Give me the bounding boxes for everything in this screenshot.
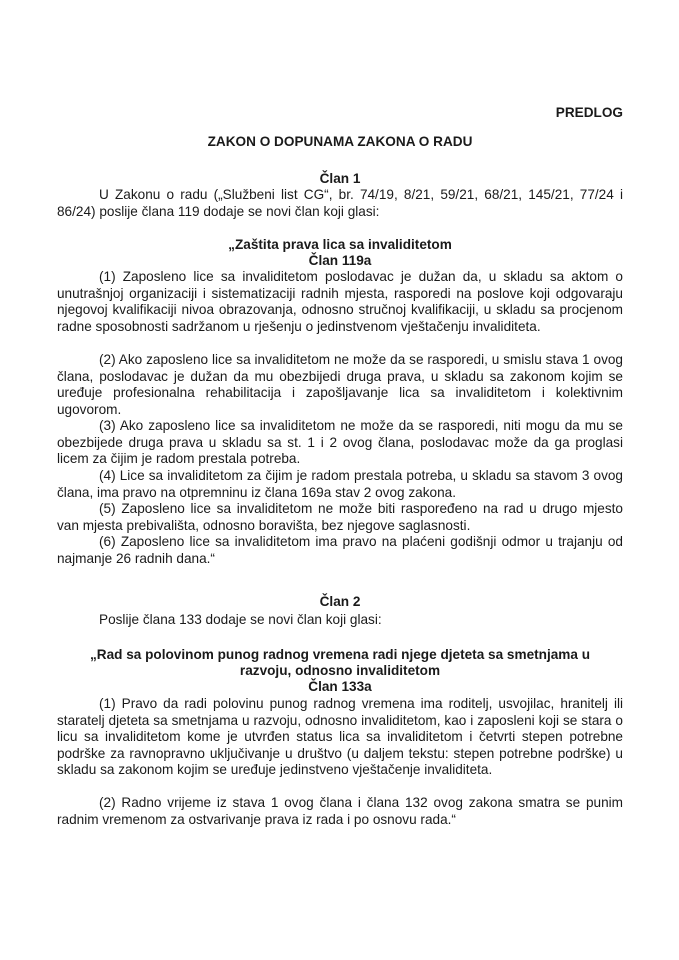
article-1-intro: U Zakonu o radu („Službeni list CG“, br. 74/19, 8/21, 59/21, 68/21, 145/21, 77/24 i 86/24) poslije člana 119 dodaje se novi član koji glasi: (57, 187, 623, 219)
article-119a-title: „Zaštita prava lica sa invaliditetom (228, 237, 452, 252)
article-133a-paragraph-2: (2) Radno vrijeme iz stava 1 ovog člana i člana 132 ovog zakona smatra se punim radnim vremenom za ostvarivanje prava iz rada i po osnovu rada.“ (57, 795, 623, 827)
article-119a-paragraph-5: (5) Zaposleno lice sa invaliditetom ne može biti raspoređeno na rad u drugo mjesto van mjesta prebivališta, odnosno boravišta, bez njegove saglasnosti. (57, 501, 623, 533)
article-133a-paragraph-1: (1) Pravo da radi polovinu punog radnog vremena ima roditelj, usvojilac, hranitelj ili staratelj djeteta sa smetnjama u razvoju, odnosno invaliditetom, kao i zaposleni koji se stara o licu sa invaliditetom kome je utvrđen status lica sa invaliditetom i četvrti stepen potrebne podrške za ravnopravno uključivanje u društvo (u daljem tekstu: stepen potrebne podrške) u skladu sa zakonom kojim se uređuje jedinstveno vještačenje invaliditeta. (57, 696, 623, 777)
article-133a-title-line-1: „Rad sa polovinom punog radnog vremena radi njege djeteta sa smetnjama u (89, 647, 591, 662)
article-119a-heading: Član 119a (308, 253, 372, 268)
article-133a-heading: Član 133a (308, 679, 372, 694)
article-119a-paragraph-3: (3) Ako zaposleno lice sa invaliditetom ne može da se rasporedi, niti mogu da mu se obezbijede druga prava u skladu sa st. 1 i 2 ovog člana, poslodavac može da ga proglasi licem za čijim je radom prestala potreba. (57, 418, 623, 466)
article-133a-title-line-2: razvoju, odnosno invaliditetom (239, 663, 441, 678)
article-119a-paragraph-6: (6) Zaposleno lice sa invaliditetom ima pravo na plaćeni godišnji odmor u trajanju od najmanje 26 radnih dana.“ (57, 534, 623, 566)
article-1-heading: Član 1 (319, 171, 361, 186)
status-label: PREDLOG (555, 105, 623, 120)
document-title: ZAKON O DOPUNAMA ZAKONA O RADU (207, 134, 473, 149)
article-119a-paragraph-1: (1) Zaposleno lice sa invaliditetom poslodavac je dužan da, u skladu sa aktom o unutrašnjoj organizaciji i sistematizaciji radnih mjesta, rasporedi na poslove koji odgovaraju njegovoj kvalifikaciji nivoa obrazovanja, odnosno stručnoj kvalifikaciji, u skladu sa procjenom radne sposobnosti sadržanom u rješenju o jedinstvenom vještačenju invaliditeta. (57, 269, 623, 334)
article-119a-paragraph-2: (2) Ako zaposleno lice sa invaliditetom ne može da se rasporedi, u smislu stava 1 ovog člana, poslodavac je dužan da mu obezbijedi druga prava, u skladu sa zakonom kojim se uređuje profesionalna rehabilitacija i zapošljavanje lica sa invaliditetom i kolektivnim ugovorom. (57, 352, 623, 417)
article-2-intro: Poslije člana 133 dodaje se novi član koji glasi: (99, 612, 382, 627)
article-2-heading: Član 2 (319, 594, 361, 609)
article-119a-paragraph-4: (4) Lice sa invaliditetom za čijim je radom prestala potreba, u skladu sa stavom 3 ovog člana, ima pravo na otpremninu iz člana 169a stav 2 ovog zakona. (57, 468, 623, 500)
